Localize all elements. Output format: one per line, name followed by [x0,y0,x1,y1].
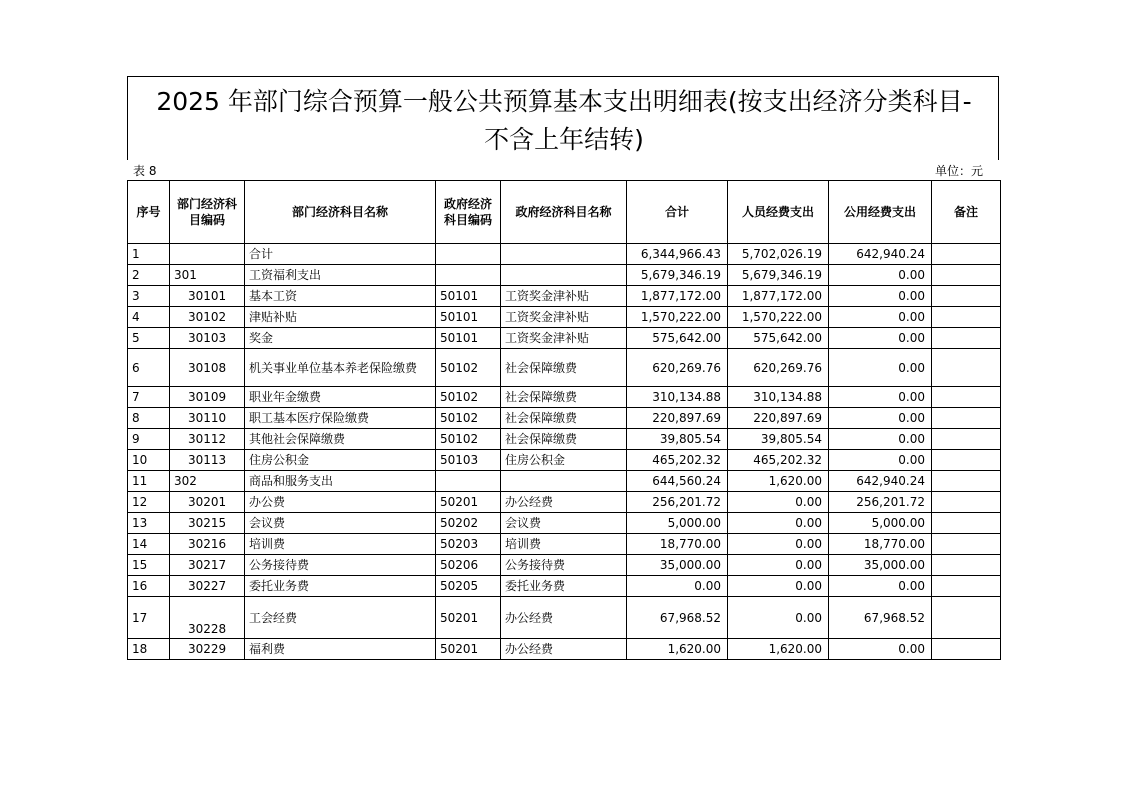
cell-total: 644,560.24 [627,471,728,492]
cell-dept-code: 30102 [170,307,245,328]
cell-personnel: 1,620.00 [728,471,829,492]
cell-gov-name: 社会保障缴费 [501,387,627,408]
cell-gov-code: 50101 [436,307,501,328]
cell-total: 620,269.76 [627,349,728,387]
cell-dept-code: 30103 [170,328,245,349]
cell-total: 6,344,966.43 [627,244,728,265]
title-box [127,76,999,160]
cell-gov-code: 50103 [436,450,501,471]
cell-gov-name: 社会保障缴费 [501,429,627,450]
cell-gov-code: 50203 [436,534,501,555]
cell-no: 16 [128,576,170,597]
cell-gov-code: 50201 [436,639,501,660]
cell-note [932,450,1001,471]
cell-dept-name: 基本工资 [245,286,436,307]
cell-gov-name: 工资奖金津补贴 [501,286,627,307]
header-gov-name: 政府经济科目名称 [501,181,627,244]
cell-personnel: 39,805.54 [728,429,829,450]
cell-dept-name: 公务接待费 [245,555,436,576]
cell-dept-name: 其他社会保障缴费 [245,429,436,450]
cell-dept-name: 工会经费 [245,597,436,639]
header-no: 序号 [128,181,170,244]
cell-note [932,387,1001,408]
cell-no: 4 [128,307,170,328]
cell-total: 67,968.52 [627,597,728,639]
cell-dept-code: 30108 [170,349,245,387]
cell-dept-name: 津贴补贴 [245,307,436,328]
cell-dept-name: 福利费 [245,639,436,660]
table-row [128,597,1001,639]
table-row [128,639,1001,660]
cell-personnel: 5,679,346.19 [728,265,829,286]
cell-dept-name: 委托业务费 [245,576,436,597]
table-row [128,328,1001,349]
cell-total: 256,201.72 [627,492,728,513]
cell-total: 5,679,346.19 [627,265,728,286]
cell-personnel: 620,269.76 [728,349,829,387]
cell-personnel: 0.00 [728,534,829,555]
cell-public: 642,940.24 [829,244,932,265]
table-body [128,244,1001,660]
cell-gov-code [436,471,501,492]
cell-dept-name: 培训费 [245,534,436,555]
cell-no: 13 [128,513,170,534]
header-dept-code: 部门经济科目编码 [170,181,245,244]
table-row [128,349,1001,387]
cell-public: 5,000.00 [829,513,932,534]
cell-public: 0.00 [829,576,932,597]
cell-public: 0.00 [829,429,932,450]
cell-gov-code: 50201 [436,597,501,639]
cell-total: 220,897.69 [627,408,728,429]
cell-dept-name: 商品和服务支出 [245,471,436,492]
cell-note [932,328,1001,349]
cell-gov-name: 办公经费 [501,639,627,660]
title-line-2: 不含上年结转) [484,125,644,154]
cell-gov-name: 住房公积金 [501,450,627,471]
header-public: 公用经费支出 [829,181,932,244]
cell-no: 14 [128,534,170,555]
cell-dept-code: 30113 [170,450,245,471]
cell-note [932,492,1001,513]
cell-personnel: 575,642.00 [728,328,829,349]
cell-dept-code: 30229 [170,639,245,660]
cell-no: 1 [128,244,170,265]
cell-dept-code: 30227 [170,576,245,597]
cell-total: 1,570,222.00 [627,307,728,328]
table-number: 表 8 [133,164,157,178]
cell-dept-name: 机关事业单位基本养老保险缴费 [245,349,436,387]
cell-public: 0.00 [829,450,932,471]
cell-note [932,244,1001,265]
cell-no: 6 [128,349,170,387]
cell-dept-name: 会议费 [245,513,436,534]
table-row [128,307,1001,328]
cell-total: 465,202.32 [627,450,728,471]
cell-gov-code: 50205 [436,576,501,597]
cell-gov-code: 50102 [436,408,501,429]
cell-personnel: 1,570,222.00 [728,307,829,328]
cell-public: 0.00 [829,265,932,286]
header-note: 备注 [932,181,1001,244]
cell-no: 17 [128,597,170,639]
cell-gov-code: 50102 [436,429,501,450]
table-row [128,429,1001,450]
header-total: 合计 [627,181,728,244]
cell-dept-code: 30228 [170,597,245,639]
cell-no: 3 [128,286,170,307]
cell-public: 0.00 [829,387,932,408]
cell-dept-code: 302 [170,471,245,492]
cell-gov-code [436,265,501,286]
cell-dept-code: 30215 [170,513,245,534]
header-gov-code: 政府经济科目编码 [436,181,501,244]
cell-personnel: 0.00 [728,555,829,576]
cell-gov-code: 50201 [436,492,501,513]
cell-personnel: 0.00 [728,513,829,534]
cell-public: 18,770.00 [829,534,932,555]
title-line-1: 2025 年部门综合预算一般公共预算基本支出明细表(按支出经济分类科目- [156,87,972,116]
cell-dept-name: 工资福利支出 [245,265,436,286]
cell-personnel: 1,620.00 [728,639,829,660]
table-header-row [128,181,1001,244]
cell-gov-name: 会议费 [501,513,627,534]
table-row [128,265,1001,286]
cell-gov-name [501,265,627,286]
table-row [128,576,1001,597]
cell-note [932,286,1001,307]
cell-gov-name [501,244,627,265]
cell-note [932,265,1001,286]
cell-gov-code: 50102 [436,387,501,408]
cell-gov-name: 公务接待费 [501,555,627,576]
cell-dept-code: 30217 [170,555,245,576]
cell-public: 67,968.52 [829,597,932,639]
cell-no: 10 [128,450,170,471]
cell-public: 0.00 [829,639,932,660]
table-row [128,450,1001,471]
cell-public: 0.00 [829,349,932,387]
cell-no: 5 [128,328,170,349]
cell-total: 310,134.88 [627,387,728,408]
cell-note [932,429,1001,450]
table-row [128,387,1001,408]
table-row [128,244,1001,265]
cell-personnel: 0.00 [728,492,829,513]
cell-note [932,307,1001,328]
cell-gov-name [501,471,627,492]
cell-public: 0.00 [829,307,932,328]
table-row [128,408,1001,429]
cell-total: 5,000.00 [627,513,728,534]
cell-note [932,534,1001,555]
cell-total: 35,000.00 [627,555,728,576]
header-dept-name: 部门经济科目名称 [245,181,436,244]
cell-no: 8 [128,408,170,429]
cell-dept-code: 30101 [170,286,245,307]
table-row [128,492,1001,513]
cell-public: 0.00 [829,408,932,429]
cell-total: 1,877,172.00 [627,286,728,307]
cell-dept-code: 30109 [170,387,245,408]
cell-dept-code: 30216 [170,534,245,555]
unit-label: 单位：元 [935,164,984,178]
cell-gov-name: 工资奖金津补贴 [501,307,627,328]
page-title [128,83,1000,159]
cell-dept-name: 奖金 [245,328,436,349]
cell-no: 9 [128,429,170,450]
cell-note [932,408,1001,429]
cell-dept-name: 办公费 [245,492,436,513]
cell-dept-code: 30201 [170,492,245,513]
cell-no: 15 [128,555,170,576]
cell-total: 575,642.00 [627,328,728,349]
cell-note [932,597,1001,639]
budget-table [127,180,1001,660]
cell-public: 0.00 [829,328,932,349]
cell-total: 39,805.54 [627,429,728,450]
table-row [128,286,1001,307]
cell-public: 35,000.00 [829,555,932,576]
cell-personnel: 1,877,172.00 [728,286,829,307]
cell-no: 12 [128,492,170,513]
cell-gov-code: 50206 [436,555,501,576]
table-row [128,534,1001,555]
cell-personnel: 465,202.32 [728,450,829,471]
table-row [128,555,1001,576]
cell-note [932,513,1001,534]
cell-note [932,576,1001,597]
cell-gov-code: 50202 [436,513,501,534]
cell-public: 256,201.72 [829,492,932,513]
cell-gov-name: 委托业务费 [501,576,627,597]
cell-note [932,471,1001,492]
cell-total: 0.00 [627,576,728,597]
cell-gov-code: 50101 [436,328,501,349]
cell-public: 642,940.24 [829,471,932,492]
cell-note [932,349,1001,387]
cell-no: 11 [128,471,170,492]
cell-dept-name: 职工基本医疗保险缴费 [245,408,436,429]
cell-dept-code [170,244,245,265]
cell-gov-name: 办公经费 [501,492,627,513]
cell-note [932,555,1001,576]
cell-no: 2 [128,265,170,286]
cell-dept-name: 合计 [245,244,436,265]
cell-gov-name: 工资奖金津补贴 [501,328,627,349]
cell-note [932,639,1001,660]
cell-gov-code [436,244,501,265]
cell-personnel: 310,134.88 [728,387,829,408]
cell-gov-name: 社会保障缴费 [501,408,627,429]
cell-gov-code: 50102 [436,349,501,387]
cell-dept-name: 住房公积金 [245,450,436,471]
cell-dept-name: 职业年金缴费 [245,387,436,408]
table-row [128,513,1001,534]
cell-dept-code: 301 [170,265,245,286]
cell-no: 7 [128,387,170,408]
cell-gov-code: 50101 [436,286,501,307]
cell-personnel: 0.00 [728,576,829,597]
cell-total: 18,770.00 [627,534,728,555]
cell-dept-code: 30112 [170,429,245,450]
cell-gov-name: 办公经费 [501,597,627,639]
cell-gov-name: 培训费 [501,534,627,555]
cell-personnel: 0.00 [728,597,829,639]
cell-public: 0.00 [829,286,932,307]
cell-gov-name: 社会保障缴费 [501,349,627,387]
cell-dept-code: 30110 [170,408,245,429]
table-row [128,471,1001,492]
cell-personnel: 5,702,026.19 [728,244,829,265]
header-personnel: 人员经费支出 [728,181,829,244]
cell-total: 1,620.00 [627,639,728,660]
cell-personnel: 220,897.69 [728,408,829,429]
cell-no: 18 [128,639,170,660]
